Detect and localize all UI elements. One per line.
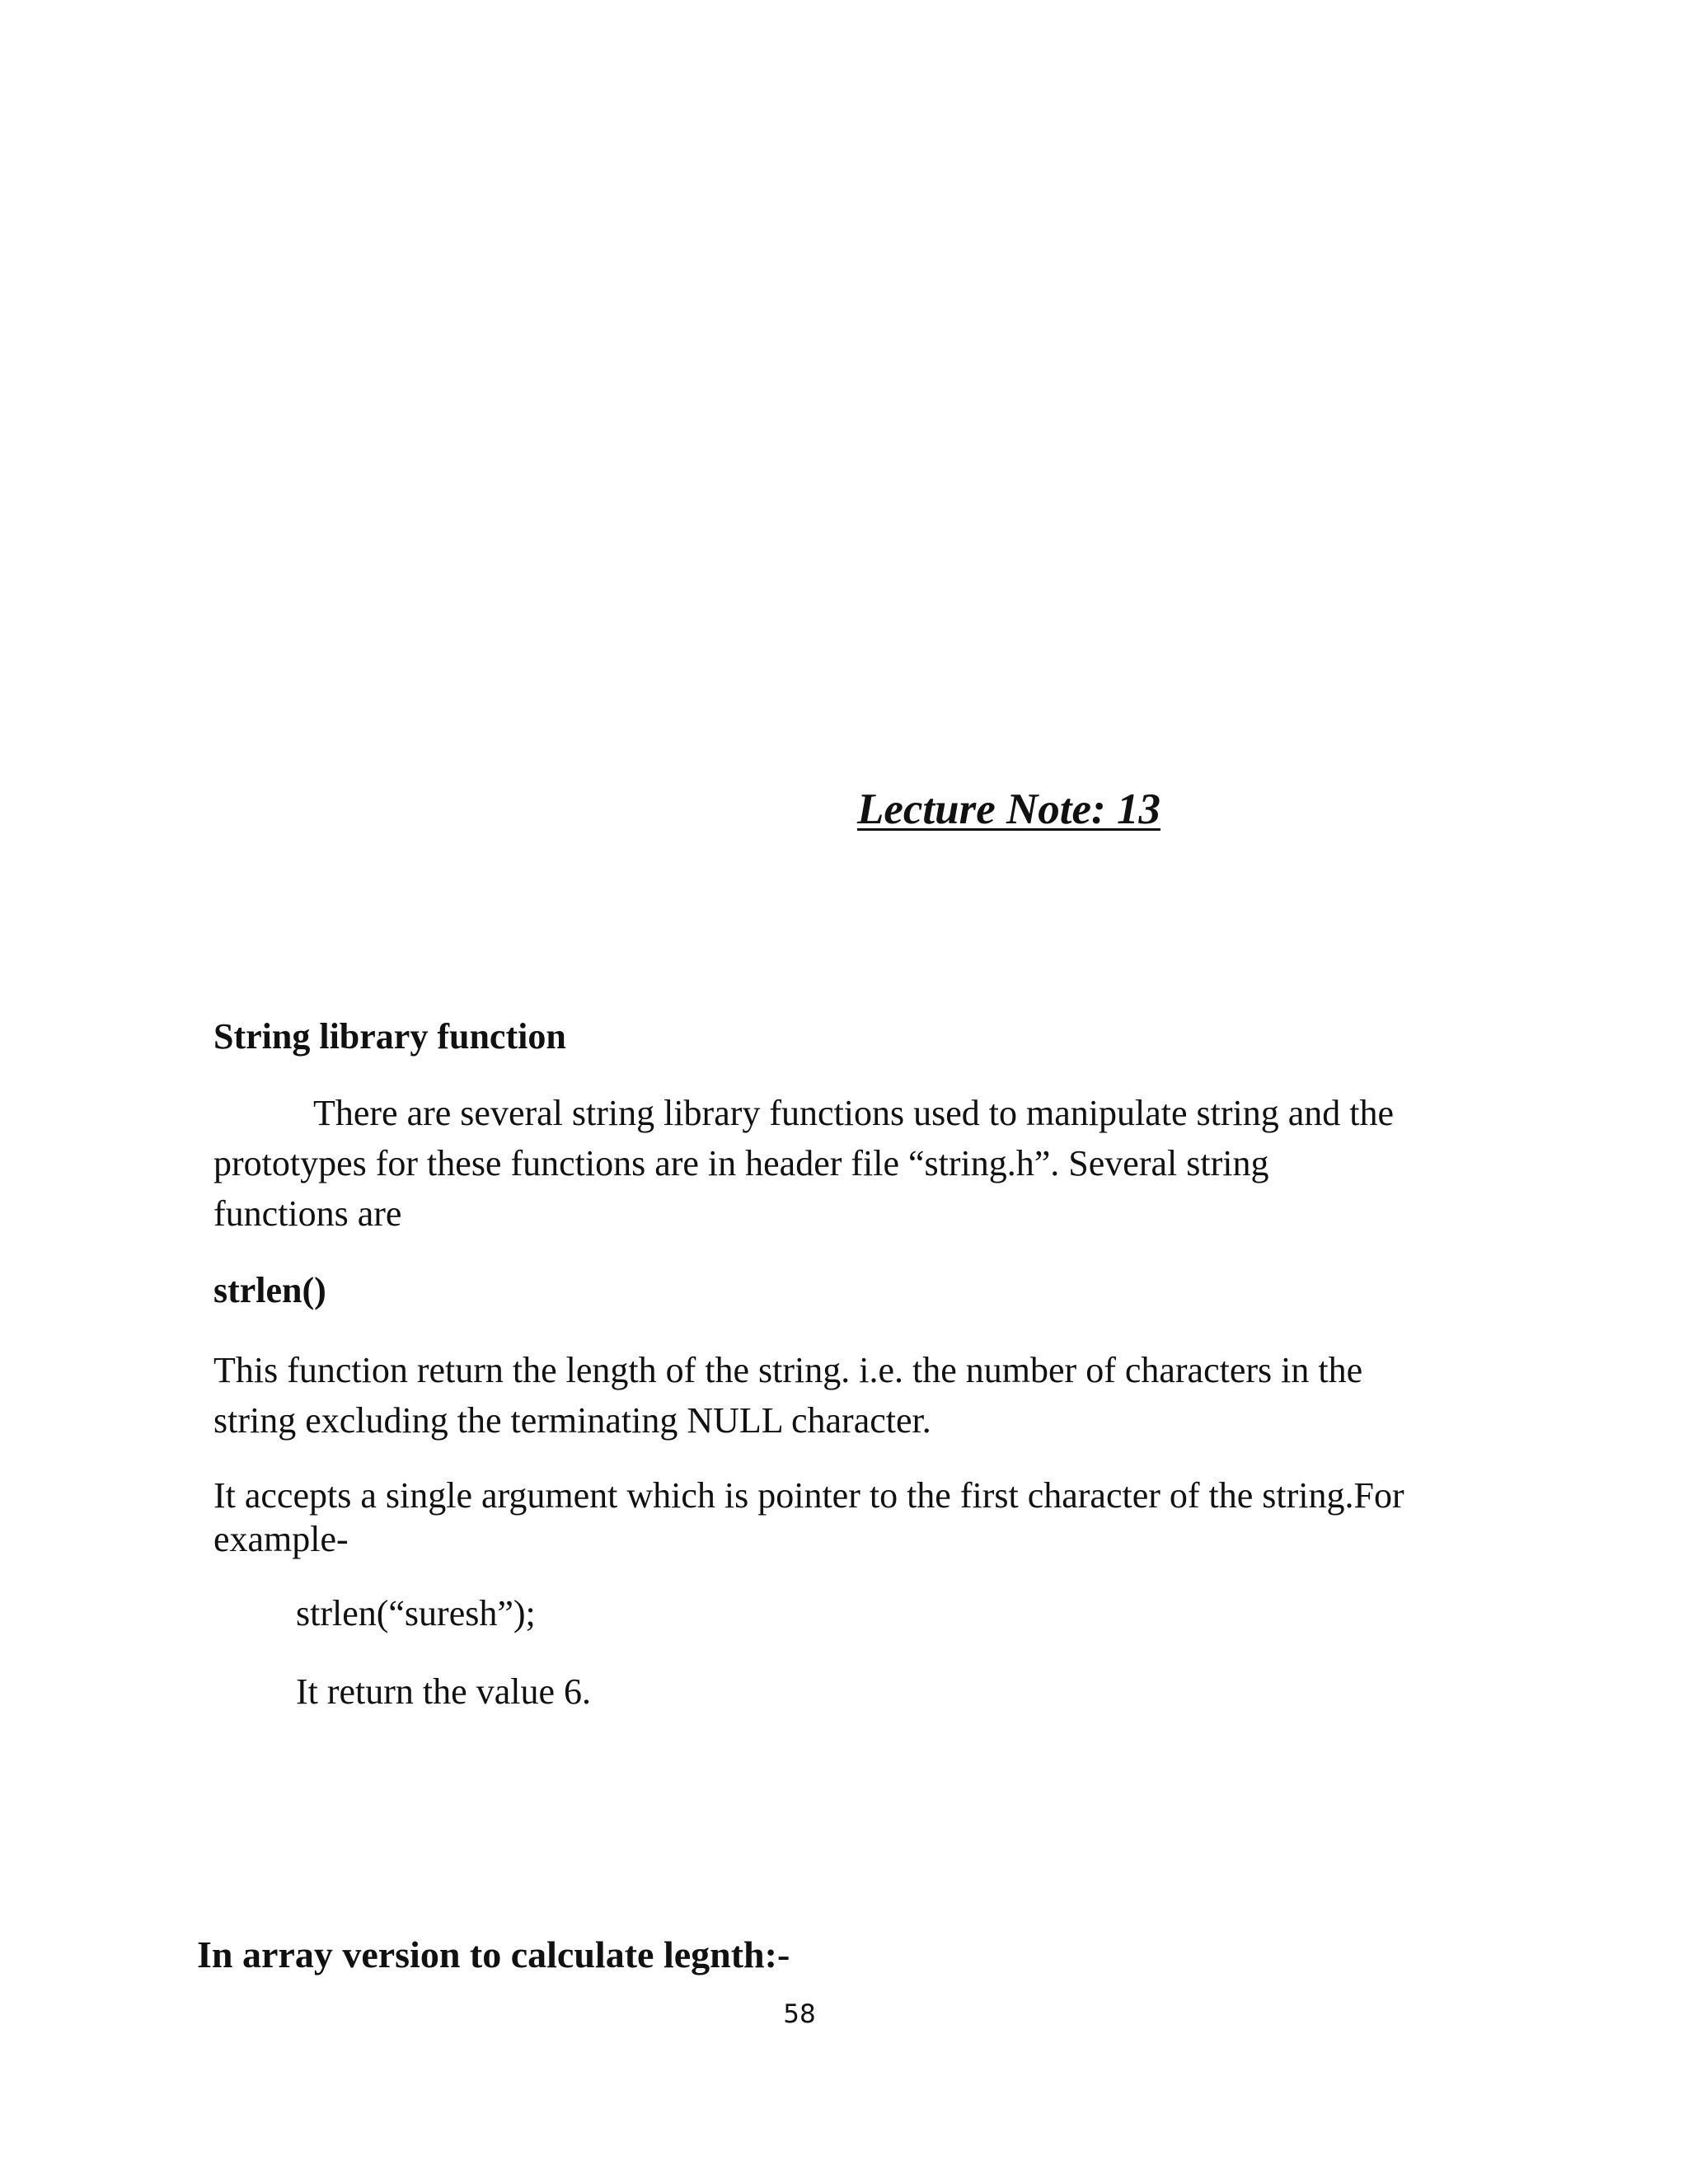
description-line: This function return the length of the string. i.e. the number of characters in the: [213, 1350, 1363, 1390]
intro-line: prototypes for these functions are in header file “string.h”. Several string: [213, 1143, 1269, 1183]
example-result: It return the value 6.: [296, 1671, 591, 1712]
example-code: strlen(“suresh”);: [296, 1593, 536, 1633]
function-heading: strlen(): [213, 1270, 326, 1310]
argument-line: It accepts a single argument which is pointer to the first character of the string.For: [213, 1475, 1404, 1516]
intro-line: functions are: [213, 1193, 402, 1234]
description-line: string excluding the terminating NULL character.: [213, 1400, 931, 1441]
argument-line: example-: [213, 1519, 349, 1559]
page-number: 58: [783, 1999, 816, 2029]
description-paragraph: [213, 1345, 1499, 1446]
lecture-title: Lecture Note: 13: [857, 785, 1160, 833]
section-heading: String library function: [213, 1016, 566, 1057]
intro-paragraph: [213, 1088, 1499, 1239]
intro-line: There are several string library functions used to manipulate string and the: [313, 1093, 1395, 1133]
argument-paragraph: [213, 1474, 1499, 1561]
array-version-heading: In array version to calculate legnth:-: [197, 1933, 790, 1975]
